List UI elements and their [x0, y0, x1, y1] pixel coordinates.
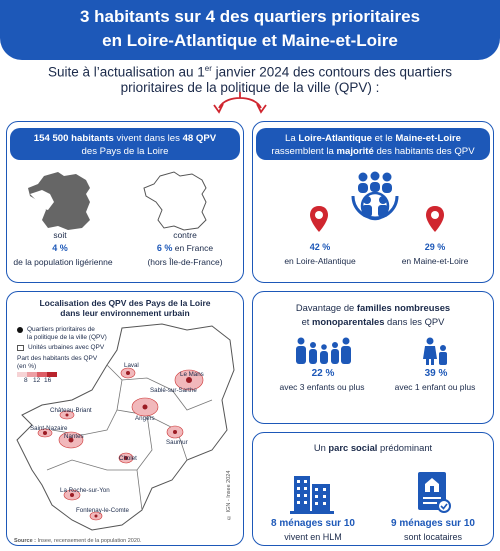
families-t2a: et: [301, 316, 313, 327]
france-line: [135, 243, 235, 254]
legend-share-unit: (en %): [17, 363, 37, 370]
social-t1: Un: [313, 442, 329, 453]
social-t3: prédominant: [377, 442, 433, 453]
map-title-line2: dans leur environnement urbain: [60, 308, 190, 318]
social-num1: 8 ménages sur 10: [271, 518, 355, 529]
legend-qpv: [17, 326, 127, 342]
city-label: Saint-Nazaire: [30, 425, 68, 432]
scale-label: 16: [44, 377, 52, 384]
pill-dept-bold1: Loire-Atlantique: [298, 133, 372, 144]
dept1-pct: 42 %: [309, 242, 331, 252]
scale-label: 8: [24, 377, 28, 384]
france-text: en France: [172, 243, 214, 253]
dept2-name: en Maine-et-Loire: [401, 256, 469, 266]
subtitle-part1: Suite à l’actualisation au 1: [47, 64, 205, 80]
subtitle-part2: janvier 2024 des contours des quartiers: [211, 64, 453, 80]
city-label: Saumur: [166, 439, 188, 446]
families-t2c: dans les QPV: [384, 316, 445, 327]
city-label: Cholet: [119, 455, 137, 462]
pill-population-bold1: 154 500 habitants: [33, 133, 114, 144]
pill-dept-t4: des habitants des QPV: [373, 146, 475, 157]
social-cap2: sont locataires: [403, 532, 463, 542]
pill-dept-bold2: Maine-et-Loire: [395, 133, 461, 144]
map-source-bold: Source :: [14, 538, 38, 544]
pill-dept-bold3: majorité: [336, 146, 374, 157]
pill-dept-t2: et le: [371, 133, 396, 144]
families-title: [256, 301, 490, 329]
dept1-name: en Loire-Atlantique: [284, 256, 356, 266]
legend-qpv-l2: la politique de la ville (QPV): [27, 334, 107, 341]
city-label: Laval: [124, 362, 139, 369]
families-cap2: avec 1 enfant ou plus: [394, 382, 476, 392]
city-label: Le Mans: [180, 371, 204, 378]
map-title: [10, 298, 240, 318]
social-cap1: vivent en HLM: [284, 532, 342, 542]
social-t2: parc social: [328, 442, 378, 453]
map-source-text: Insee, recensement de la population 2020.: [37, 538, 142, 544]
families-t1a: Davantage de: [295, 302, 357, 313]
caption-region: de la population ligérienne: [13, 257, 113, 267]
families-pct1: 22 %: [311, 368, 335, 379]
header-title-line2: en Loire-Atlantique et Maine-et-Loire: [102, 31, 398, 50]
city-label: Angers: [135, 415, 155, 422]
france-region-map-icon: [24, 170, 104, 234]
caption-france: (hors Île-de-France): [147, 257, 223, 267]
legend-qpv-text: [27, 326, 107, 342]
families-t1b: familles nombreuses: [356, 302, 451, 313]
legend-uu-text: Unités urbaines avec QPV: [28, 344, 105, 351]
pill-departments: [256, 128, 490, 160]
france-outline-icon: [140, 170, 220, 234]
label-contre: contre: [173, 230, 197, 240]
map-copyright: © IGN - Insee 2024: [226, 470, 232, 520]
pct-region: 4 %: [52, 243, 68, 253]
families-t2b: monoparentales: [312, 316, 385, 327]
pill-population-text1: vivent dans les: [113, 133, 183, 144]
pct-france: 6 %: [156, 243, 173, 253]
split-arrow-icon: [205, 90, 275, 118]
header-banner: [0, 0, 500, 60]
legend-qpv-l1: Quartiers prioritaires de: [27, 326, 95, 333]
city-label: La Roche-sur-Yon: [60, 487, 110, 494]
city-label: Nantes: [64, 433, 84, 440]
urban-unit-box-icon: [17, 345, 24, 351]
dept2-pct: 29 %: [424, 242, 446, 252]
pill-population: [10, 128, 240, 160]
people-group-icon: [345, 170, 405, 222]
families-pct2: 39 %: [424, 368, 448, 379]
social-title: [256, 442, 490, 453]
single-parent-icon: [421, 337, 451, 365]
legend-uu: [17, 344, 127, 352]
families-cap1: avec 3 enfants ou plus: [279, 382, 365, 392]
location-pin-icon: [425, 205, 445, 235]
pill-dept-t3: rassemblent la: [271, 146, 337, 157]
map-title-line1: Localisation des QPV des Pays de la Loire: [39, 298, 211, 308]
pill-population-bold2: 48 QPV: [182, 133, 217, 144]
pill-dept-t1: La: [285, 133, 299, 144]
large-family-icon: [293, 337, 353, 365]
scale-label: 12: [33, 377, 41, 384]
qpv-dot-icon: [17, 327, 23, 333]
city-label: Château-Briant: [50, 407, 92, 414]
city-label: Sablé-sur-Sarthe: [150, 387, 197, 394]
tenant-contract-icon: [410, 470, 454, 514]
subtitle-line2: prioritaires de la politique de la ville (QPV) :: [120, 79, 380, 95]
subtitle-sup: er: [204, 64, 212, 73]
map-legend: [17, 326, 127, 385]
social-num2: 9 ménages sur 10: [391, 518, 475, 529]
location-pin-icon: [309, 205, 329, 235]
legend-share: Part des habitants des QPV: [17, 355, 98, 362]
pill-population-line2: des Pays de la Loire: [81, 146, 169, 157]
hlm-building-icon: [290, 470, 334, 514]
label-soit: soit: [53, 230, 67, 240]
map-source: [14, 538, 240, 544]
header-title-line1: 3 habitants sur 4 des quartiers prioritaires: [79, 7, 421, 26]
city-label: Fontenay-le-Comte: [76, 507, 129, 514]
legend-scale-labels: [17, 377, 127, 385]
